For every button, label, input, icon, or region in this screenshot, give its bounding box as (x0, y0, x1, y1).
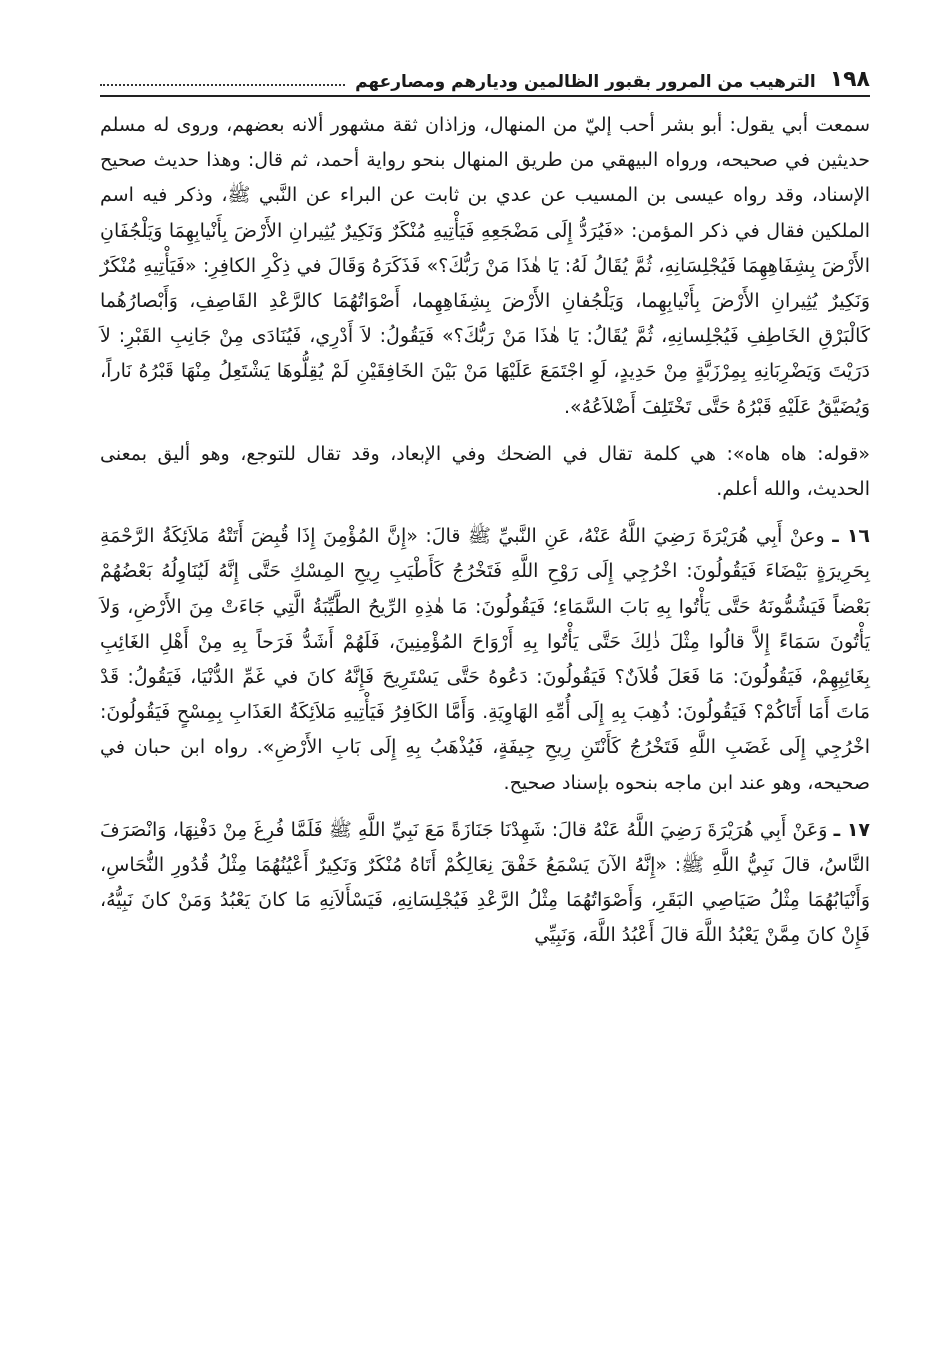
hadith-number: ١٧ ـ (833, 818, 871, 841)
paragraph-gap (100, 425, 870, 437)
paragraph-text: سمعت أبي يقول: أبو بشر أحب إليّ من المنهال، وزاذان ثقة مشهور ألانه بعضهم، وروى له مسلم حديثين في صحيحه، ورواه البيهقي من طريق المنهال بنحو رواية أحمد، ثم قال: وهذا حديث صحيح الإسناد، وقد رواه عيسى بن المسيب عن عدي بن ثابت عن البراء عن النَّبي ﷺ، وذكر فيه اسم الملكين فقال في ذكر المؤمن: «فَيُرَدُّ إِلَى مَضْجَعِهِ فَيَأْتِيهِ مُنْكَرٌ وَنَكِيرٌ يُثِيرانِ الأَرْضَ بِأَنْيابِهِمَا وَيَلْجُفَانِ الأَرْضَ بِشِفَاهِهِمَا فَيُجْلِسَانِهِ، ثُمَّ يُقَالُ لَهُ: يَا هٰذَا مَنْ رَبُّكَ؟» فَذَكَرَهُ وَقَالَ في ذِكْرِ الكافِرِ: «فَيَأْتِيهِ مُنْكَرٌ وَنَكِيرٌ يُثِيرانِ الأَرْضَ بِأَنْيابِهِما، وَيَلْجُفانِ الأَرْضَ بِشِفَاهِهِما، أَصْوَاتُهُمَا كالرَّعْدِ القَاصِفِ، وَأَبْصارُهُما كَالْبَرْقِ الخَاطِفِ فَيُجْلِسانِهِ، ثُمَّ يُقَالُ: يَا هٰذَا مَنْ رَبُّكَ؟» فَيَقُولُ: لاَ أَدْرِي، فَيُنَادَى مِنْ جَانِبِ القَبْرِ: لاَ دَرَيْتَ وَيَضْرِبَانِهِ بِمِرْزَبَّةٍ مِنْ حَدِيدٍ، لَوِ اجْتَمَعَ عَلَيْهَا مَنْ بَيْنَ الخَافِقَيْنِ لَمْ يُقِلُّوهَا يَشْتَعِلُ مِنْهَا قَبْرُهُ نَاراً، وَيُضَيَّقُ عَلَيْهِ قَبْرُهُ حَتَّى تَخْتَلِفَ أَضْلاَعُهُ». (100, 114, 870, 418)
paragraph-text: وَعَنْ أَبِي هُرَيْرَةَ رَضِيَ اللَّهُ عَنْهُ قالَ: شَهِدْنَا جَنَازَةً مَعَ نَبِيِّ اللَّهِ ﷺ فَلَمَّا فُرِغَ مِنْ دَفْنِهَا، وَانْصَرَفَ النَّاسُ، قالَ نَبِيُّ اللَّهِ ﷺ: «إِنَّهُ الآنَ يَسْمَعُ خَفْقَ نِعَالِكُمْ أَتَاهُ مُنْكَرٌ وَنَكِيرٌ أَعْيُنُهُمَا مِثْلُ قُدُورِ النُّحَاسِ، وَأَنْيَابُهُمَا مِثْلُ صَيَاصِي البَقَرِ، وَأَصْوَاتُهُمَا مِثْلُ الرَّعْدِ فَيُجْلِسَانِهِ، فَيَسْأَلاَنِهِ مَا كانَ يَعْبُدُ وَمَنْ كانَ نَبِيُّهُ، فَإِنْ كانَ مِمَّنْ يَعْبُدُ اللَّهَ قالَ أَعْبُدُ اللَّهَ، وَنَبِيِّي (100, 818, 870, 947)
paragraph (100, 437, 870, 507)
page-body (100, 108, 870, 954)
paragraph-text: «قوله: هاه هاه»: هي كلمة تقال في الضحك وفي الإبعاد، وقد تقال للتوجع، وهو أليق بمعنى الحديث، والله أعلم. (100, 442, 870, 501)
hadith-17 (100, 813, 870, 954)
page-number: ١٩٨ (829, 67, 870, 92)
running-header-title: الترهيب من المرور بقبور الظالمين وديارهم ومصارعهم (355, 72, 816, 92)
header-dot-leader (100, 83, 345, 86)
running-header (100, 52, 870, 92)
paragraph-gap (100, 801, 870, 813)
paragraph (100, 108, 870, 425)
hadith-number: ١٦ ـ (832, 525, 871, 548)
paragraph-text: وعنْ أَبِي هُرَيْرَةَ رَضِيَ اللَّهُ عَنْهُ، عَنِ النَّبيِّ ﷺ قالَ: «إِنَّ المُؤْمِنَ إِذَا قُبِضَ أَتَتْهُ مَلاَئِكَةُ الرَّحْمَةِ بِحَرِيرَةٍ بَيْضَاءَ فَيَقُولُونَ: اخْرُجِي إِلَى رَوْحِ اللَّهِ فَتَخْرُجُ كَأَطْيَبِ رِيحِ المِسْكِ حَتَّى إِنَّهُ لَيُنَاوِلُهُ بَعْضُهُمْ بَعْضاً فَيَشُمُّونَهُ حَتَّى يَأْتُوا بِهِ بَابَ السَّمَاءِ؛ فَيَقُولُونَ: مَا هٰذِهِ الرِّيحُ الطَّيِّبَةُ الَّتِي جَاءَتْ مِنَ الأَرْضِ، وَلاَ يَأْتُونَ سَمَاءً إِلاَّ قالُوا مِثْلَ ذٰلِكَ حَتَّى يَأْتُوا بِهِ أَرْوَاحَ المُؤْمِنِينَ، فَلَهُمْ أَشَدُّ فَرَحاً بِهِ مِنْ أَهْلِ الغَائِبِ بِغَائِبِهِمْ، فَيَقُولُونَ: مَا فَعَلَ فُلاَنٌ؟ فَيَقُولُونَ: دَعُوهُ حَتَّى يَسْتَرِيحَ فَإِنَّهُ كانَ في غَمِّ الدُّنْيَا، فَيَقُولُ: قَدْ مَاتَ أَمَا أَتَاكُمْ؟ فَيَقُولُونَ: ذُهِبَ بِهِ إِلَى أُمِّهِ الهَاوِيَةِ. وَأَمَّا الكَافِرُ فَيَأْتِيهِ مَلاَئِكَةُ العَذَابِ بِمِسْحٍ فَيَقُولُونَ: اخْرُجِي إِلَى غَضَبِ اللَّهِ فَتَخْرُجُ كَأَنْتَنِ رِيحِ جِيفَةٍ، فَيُذْهَبُ بِهِ إِلَى بَابِ الأَرْضِ». رواه ابن حبان في صحيحه، وهو عند ابن ماجه بنحوه بإسناد صحيح. (100, 525, 870, 794)
header-rule (100, 95, 870, 97)
paragraph-gap (100, 507, 870, 519)
hadith-16 (100, 519, 870, 801)
